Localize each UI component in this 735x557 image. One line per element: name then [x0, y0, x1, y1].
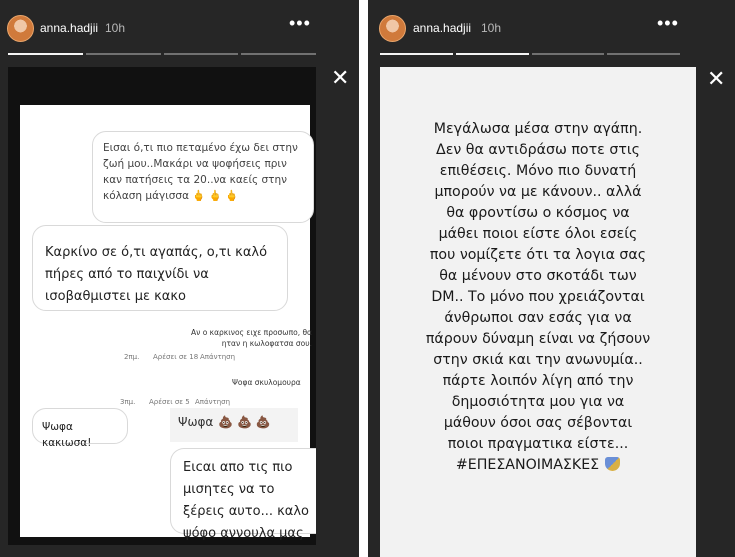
comment-likes: Αρέσει σε 5: [149, 398, 190, 406]
story-line: μάθει ποιοι είστε όλοι εσείς: [438, 226, 638, 242]
story-line: που νομίζετε ότι τα λογια σας: [429, 247, 647, 263]
message-bubble: Ειcαι απο τις πιο μισητες να το ξέρεις αυτο... καλο ψόφο αννουλα μας: [170, 448, 316, 534]
avatar[interactable]: [379, 15, 406, 42]
progress-segment: [532, 53, 605, 55]
avatar[interactable]: [7, 15, 34, 42]
more-horizontal-icon[interactable]: •••: [289, 13, 311, 33]
mask-icon: [605, 457, 620, 471]
screenshot-image: [8, 67, 316, 545]
story-line: πάρουν δύναμη είναι να ζήσουν: [425, 331, 651, 347]
story-line: στην σκιά και την ανωνυμία..: [433, 352, 643, 368]
story-panel-left[interactable]: [0, 0, 359, 557]
comment-reply: Απάντηση: [195, 398, 231, 406]
story-line: ποιοι πραγματικα είστε...: [447, 436, 629, 452]
comment-reply: Απάντηση: [200, 353, 236, 361]
story-line: θα φροντίσω ο κόσμος να: [446, 205, 630, 221]
text-story-card: [380, 67, 696, 557]
story-progress-bar: [8, 53, 316, 55]
story-line: Μεγάλωσα μέσα στην αγάπη.: [433, 121, 643, 137]
story-line: επιθέσεις. Μόνο πιο δυνατή: [439, 163, 637, 179]
comment-likes: Αρέσει σε 18: [153, 353, 199, 361]
story-line: άνθρωποι σαν εσάς για να: [444, 310, 632, 326]
username[interactable]: anna.hadjii: [40, 21, 99, 35]
story-panel-right[interactable]: [368, 0, 735, 557]
story-line: μάθουν όσοι σας σέβονται: [443, 415, 633, 431]
message-bubble: Καρκίνο σε ό,τι αγαπάς, ο,τι καλό πήρες από το παιχνίδι να ισοβαθμιστει με κακο: [32, 225, 288, 311]
comment-time: 3πμ.: [120, 398, 136, 406]
sticker-text: Ψωφα: [178, 415, 214, 429]
story-line: Δεν θα αντιδράσω ποτε στις: [436, 142, 640, 158]
story-line: δημοσιότητα μου για να: [451, 394, 625, 410]
screenshot-content: [20, 105, 312, 541]
story-line: DM.. Το μόνο που χρειάζονται: [431, 289, 645, 305]
hashtag[interactable]: #ΕΠΕΣΑΝΟΙΜΑΣΚΕΣ: [455, 457, 600, 473]
progress-segment: [164, 53, 239, 55]
story-text: [380, 119, 696, 476]
story-progress-bar: [380, 53, 680, 55]
username[interactable]: anna.hadjii: [413, 21, 472, 35]
story-hashtag-line: [380, 455, 696, 476]
progress-segment: [456, 53, 529, 55]
progress-segment: [607, 53, 680, 55]
close-icon[interactable]: ✕: [331, 65, 350, 90]
message-bubble: Ψωφα κακιωσα!: [32, 408, 128, 444]
comment-text: Αν ο καρκινος ειχε προσωπο, θα ηταν η κωλοφατσα σου.: [191, 328, 312, 348]
progress-segment: [241, 53, 316, 55]
comment-text: Ψοφα σκυλομουρα: [232, 378, 301, 387]
story-time: 10h: [481, 21, 502, 35]
story-line: πάρτε λοιπόν λίγη από την: [442, 373, 634, 389]
more-horizontal-icon[interactable]: •••: [657, 13, 679, 33]
close-icon[interactable]: ✕: [707, 66, 726, 91]
story-time: 10h: [105, 21, 126, 35]
comment-time: 2πμ.: [124, 353, 140, 361]
progress-segment: [8, 53, 83, 55]
story-line: μπορούν να με κάνουν.. αλλά: [434, 184, 642, 200]
message-bubble: Εισαι ό,τι πιο πεταμένο έχω δει στην ζωή μου..Μακάρι να ψοφήσεις πριν καν πατήσεις τα 20..να καείς στην κόλαση μάγισσα 🖕 🖕 🖕: [92, 131, 314, 223]
sticker-message: [170, 408, 298, 442]
story-line: θα μένουν στο σκοτάδι των: [439, 268, 637, 284]
poop-emoji: 💩 💩 💩: [218, 415, 271, 429]
progress-segment: [86, 53, 161, 55]
progress-segment: [380, 53, 453, 55]
